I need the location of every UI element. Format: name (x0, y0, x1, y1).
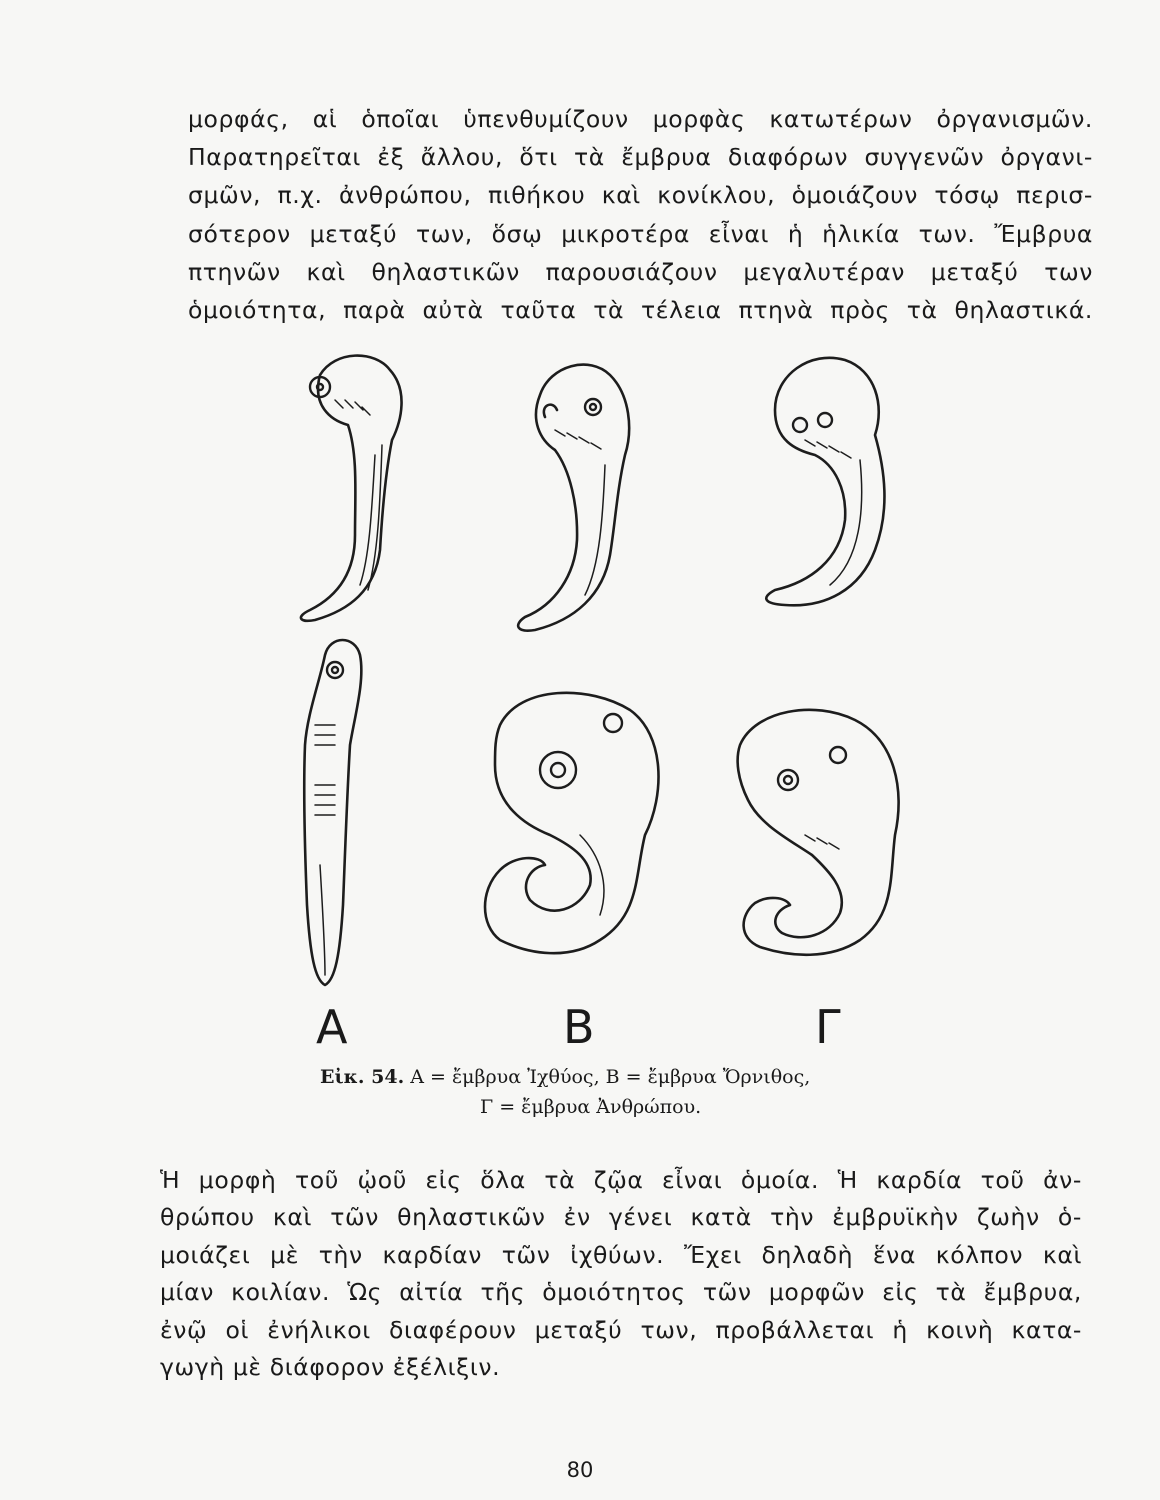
figure-caption (320, 1062, 960, 1122)
caption-line-2: Γ = ἔμβρυα Ἀνθρώπου. (480, 1096, 702, 1118)
embryo-fish-early-drawing (301, 356, 402, 621)
embryo-human-late-drawing (738, 710, 899, 955)
text-line: ὁμοιότητα, παρὰ αὐτὰ ταῦτα τὰ τέλεια πτηνὰ πρὸς τὰ θηλαστικά. (188, 296, 1093, 325)
label-a: Α (316, 1000, 348, 1054)
embryo-bird-late-drawing (485, 693, 659, 953)
caption-line-1 (320, 1066, 810, 1088)
text-line: μοιάζει μὲ τὴν καρδίαν τῶν ἰχθύων. Ἔχει δηλαδὴ ἕνα κόλπον καὶ (160, 1240, 1082, 1269)
text-line: πτηνῶν καὶ θηλαστικῶν παρουσιάζουν μεγαλυτέραν μεταξύ των (188, 257, 1093, 286)
text-line: σότερον μεταξύ των, ὅσῳ μικροτέρα εἶναι ἡ ἡλικία των. Ἔμβρυα (188, 219, 1093, 248)
embryo-fish-late-drawing (304, 640, 361, 985)
text-line: γωγὴ μὲ διάφορον ἐξέλιξιν. (160, 1353, 501, 1382)
embryo-bird-early-drawing (518, 365, 629, 631)
page-number: 80 (566, 1458, 594, 1482)
text-line: μορφάς, αἱ ὁποῖαι ὑπενθυμίζουν μορφὰς κατωτέρων ὀργανισμῶν. (188, 105, 1093, 133)
bottom-paragraph (160, 1162, 1082, 1386)
caption-text-1: Α = ἔμβρυα Ἰχθύος, Β = ἔμβρυα Ὄρνιθος, (410, 1066, 811, 1088)
text-line: Ἡ μορφὴ τοῦ ᾠοῦ εἰς ὅλα τὰ ζῷα εἶναι ὁμοία. Ἡ καρδία τοῦ ἀν- (160, 1166, 1082, 1194)
label-b: Β (563, 1000, 595, 1054)
text-line: Παρατηρεῖται ἐξ ἄλλου, ὅτι τὰ ἔμβρυα διαφόρων συγγενῶν ὀργανι- (188, 143, 1093, 172)
text-line: σμῶν, π.χ. ἀνθρώπου, πιθήκου καὶ κονίκλου, ὁμοιάζουν τόσῳ περισ- (188, 181, 1093, 210)
text-line: θρώπου καὶ τῶν θηλαστικῶν ἐν γένει κατὰ τὴν ἐμβρυϊκὴν ζωὴν ὁ- (160, 1203, 1082, 1232)
top-paragraph (188, 100, 1093, 329)
text-line: ἐνῷ οἱ ἐνήλικοι διαφέρουν μεταξύ των, προβάλλεται ἡ κοινὴ κατα- (160, 1315, 1082, 1344)
embryo-human-early-drawing (766, 358, 884, 606)
text-line: μίαν κοιλίαν. Ὡς αἰτία τῆς ὁμοιότητος τῶν μορφῶν εἰς τὰ ἔμβρυα, (160, 1278, 1082, 1307)
embryo-figure (240, 345, 960, 1045)
embryo-drawings (240, 345, 960, 1045)
label-c: Γ (815, 1000, 841, 1054)
caption-label: Εἰκ. 54. (320, 1066, 405, 1088)
